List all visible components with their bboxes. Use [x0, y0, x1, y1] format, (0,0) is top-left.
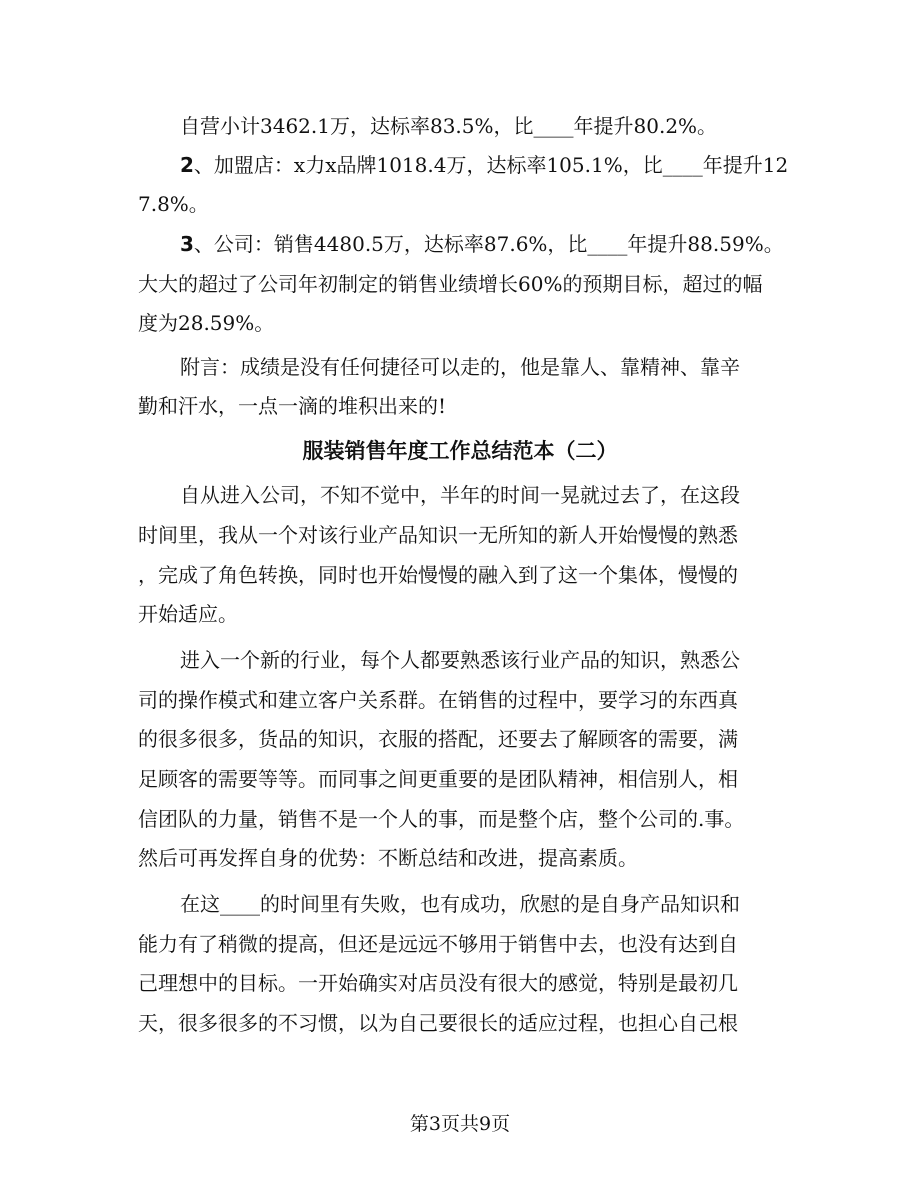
page-number: 第3页共9页: [409, 1113, 511, 1135]
paragraph-2-line-3: 的很多很多，货品的知识，衣服的搭配，还要去了解顾客的需要，满: [138, 727, 738, 751]
paragraph-1-line-2: 时间里，我从一个对该行业产品知识一无所知的新人开始慢慢的熟悉: [138, 523, 738, 547]
paragraph-1-line-4: 开始适应。: [138, 602, 238, 626]
note-line-1: 附言：成绩是没有任何捷径可以走的，他是靠人、靠精神、靠辛: [180, 355, 740, 379]
self-operated-subtotal-line: 自营小计3462.1万，达标率83.5%，比____年提升80.2%。: [180, 114, 718, 138]
item-3-text: 、公司：销售4480.5万，达标率87.6%，比____年提升88.59%。: [193, 232, 784, 256]
item-2-line-2: 7.8%。: [138, 192, 209, 216]
item-2-line-1: [180, 151, 788, 179]
section-title: 服装销售年度工作总结范本（二）: [302, 439, 618, 463]
paragraph-1-line-3: ，完成了角色转换，同时也开始慢慢的融入到了这一个集体，慢慢的: [138, 563, 738, 587]
item-3-number: 3: [180, 232, 194, 256]
item-2-text: 、加盟店：x力x品牌1018.4万，达标率105.1%，比____年提升12: [193, 153, 788, 177]
paragraph-3-line-4: 天，很多很多的不习惯，以为自己要很长的适应过程，也担心自己根: [138, 1011, 738, 1035]
paragraph-2-line-4: 足顾客的需要等等。而同事之间更重要的是团队精神，相信别人，相: [138, 767, 738, 791]
paragraph-2-line-5: 信团队的力量，销售不是一个人的事，而是整个店，整个公司的.事。: [138, 807, 745, 831]
paragraph-2-line-2: 司的操作模式和建立客户关系群。在销售的过程中，要学习的东西真: [138, 688, 738, 712]
item-3-line-2: 大大的超过了公司年初制定的销售业绩增长60%的预期目标，超过的幅: [138, 272, 763, 296]
paragraph-3-line-3: 己理想中的目标。一开始确实对店员没有很大的感觉，特别是最初几: [138, 971, 738, 995]
paragraph-2-line-1: 进入一个新的行业，每个人都要熟悉该行业产品的知识，熟悉公: [180, 648, 740, 672]
item-3-line-3: 度为28.59%。: [138, 311, 275, 335]
item-3-line-1: [180, 230, 788, 258]
paragraph-3-line-1: 在这____的时间里有失败，也有成功，欣慰的是自身产品知识和: [180, 892, 740, 916]
paragraph-2-line-6: 然后可再发挥自身的优势：不断总结和改进，提高素质。: [138, 846, 638, 870]
item-2-number: 2: [180, 153, 194, 177]
note-line-2: 勤和汗水，一点一滴的堆积出来的!: [138, 394, 447, 418]
paragraph-3-line-2: 能力有了稍微的提高，但还是远远不够用于销售中去，也没有达到自: [138, 932, 738, 956]
paragraph-1-line-1: 自从进入公司，不知不觉中，半年的时间一晃就过去了，在这段: [180, 483, 740, 507]
